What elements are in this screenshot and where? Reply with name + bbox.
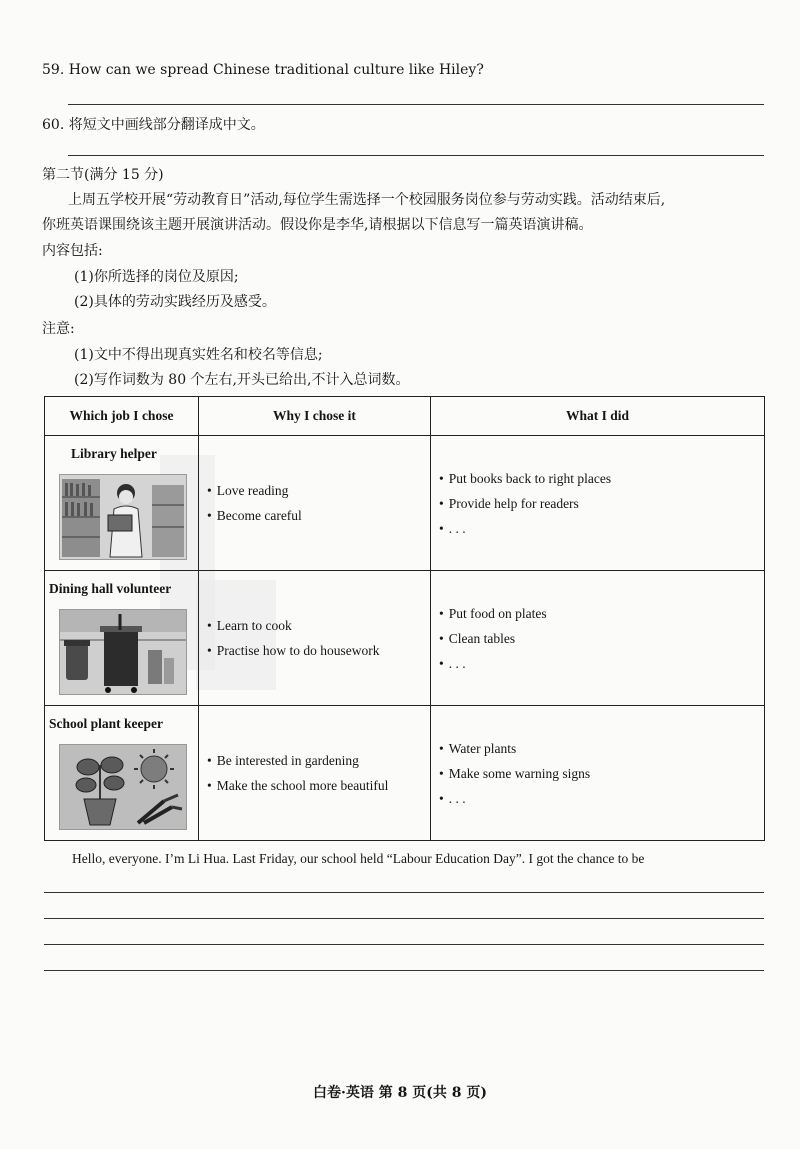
- why-item: • Be interested in gardening: [207, 748, 430, 773]
- section-title: 第二节(满分 15 分): [42, 167, 164, 183]
- what-cell: [431, 571, 765, 706]
- writing-line[interactable]: [44, 944, 764, 945]
- job-name: Dining hall volunteer: [49, 581, 172, 596]
- job-name: School plant keeper: [49, 716, 164, 731]
- what-item: • Water plants: [439, 736, 764, 761]
- why-item: • Love reading: [207, 478, 430, 503]
- question-59: 59. How can we spread Chinese traditional culture like Hiley?: [42, 62, 484, 78]
- header-what: What I did: [431, 397, 765, 436]
- answer-line-60[interactable]: [68, 155, 764, 156]
- writing-line[interactable]: [44, 892, 764, 893]
- writing-line[interactable]: [44, 918, 764, 919]
- what-cell: [431, 436, 765, 571]
- what-item: • Clean tables: [439, 626, 764, 651]
- note-item: (2)写作词数为 80 个左右,开头已给出,不计入总词数。: [74, 372, 410, 388]
- what-item: • . . .: [439, 651, 764, 676]
- job-cell: [45, 436, 199, 571]
- question-60: 60. 将短文中画线部分翻译成中文。: [42, 117, 265, 133]
- answer-line-59[interactable]: [68, 104, 764, 105]
- header-which-job: Which job I chose: [45, 397, 199, 436]
- prompt-line-1: 上周五学校开展“劳动教育日”活动,每位学生需选择一个校园服务岗位参与劳动实践。活动结束后,: [68, 192, 666, 208]
- content-item: (2)具体的劳动实践经历及感受。: [74, 294, 276, 310]
- what-item: • . . .: [439, 786, 764, 811]
- page-footer: 白卷·英语 第 8 页(共 8 页): [313, 1085, 487, 1101]
- job-name: Library helper: [71, 446, 157, 461]
- job-table: [44, 396, 765, 841]
- content-label: 内容包括:: [42, 243, 103, 259]
- note-label: 注意:: [42, 321, 75, 337]
- writing-line[interactable]: [44, 970, 764, 971]
- note-item: (1)文中不得出现真实姓名和校名等信息;: [74, 347, 323, 363]
- what-item: • . . .: [439, 516, 764, 541]
- plant-keeper-illustration: [59, 744, 187, 830]
- what-item: • Put food on plates: [439, 601, 764, 626]
- table-row: [45, 706, 765, 841]
- table-row: [45, 571, 765, 706]
- table-row: [45, 436, 765, 571]
- dining-hall-illustration: [59, 609, 187, 695]
- table-header-row: [45, 397, 765, 436]
- why-item: • Become careful: [207, 503, 430, 528]
- what-item: • Provide help for readers: [439, 491, 764, 516]
- prompt-line-2: 你班英语课围绕该主题开展演讲活动。假设你是李华,请根据以下信息写一篇英语演讲稿。: [42, 217, 593, 233]
- why-item: • Learn to cook: [207, 613, 430, 638]
- job-cell: [45, 571, 199, 706]
- library-helper-illustration: [59, 474, 187, 560]
- what-item: • Put books back to right places: [439, 466, 764, 491]
- why-item: • Make the school more beautiful: [207, 773, 430, 798]
- why-cell: [199, 571, 431, 706]
- content-item: (1)你所选择的岗位及原因;: [74, 269, 239, 285]
- why-cell: [199, 436, 431, 571]
- what-cell: [431, 706, 765, 841]
- why-item: • Practise how to do housework: [207, 638, 430, 663]
- why-cell: [199, 706, 431, 841]
- header-why: Why I chose it: [199, 397, 431, 436]
- what-item: • Make some warning signs: [439, 761, 764, 786]
- job-cell: [45, 706, 199, 841]
- essay-opening: Hello, everyone. I’m Li Hua. Last Friday, our school held “Labour Education Day”. I got the chance to be: [72, 851, 645, 866]
